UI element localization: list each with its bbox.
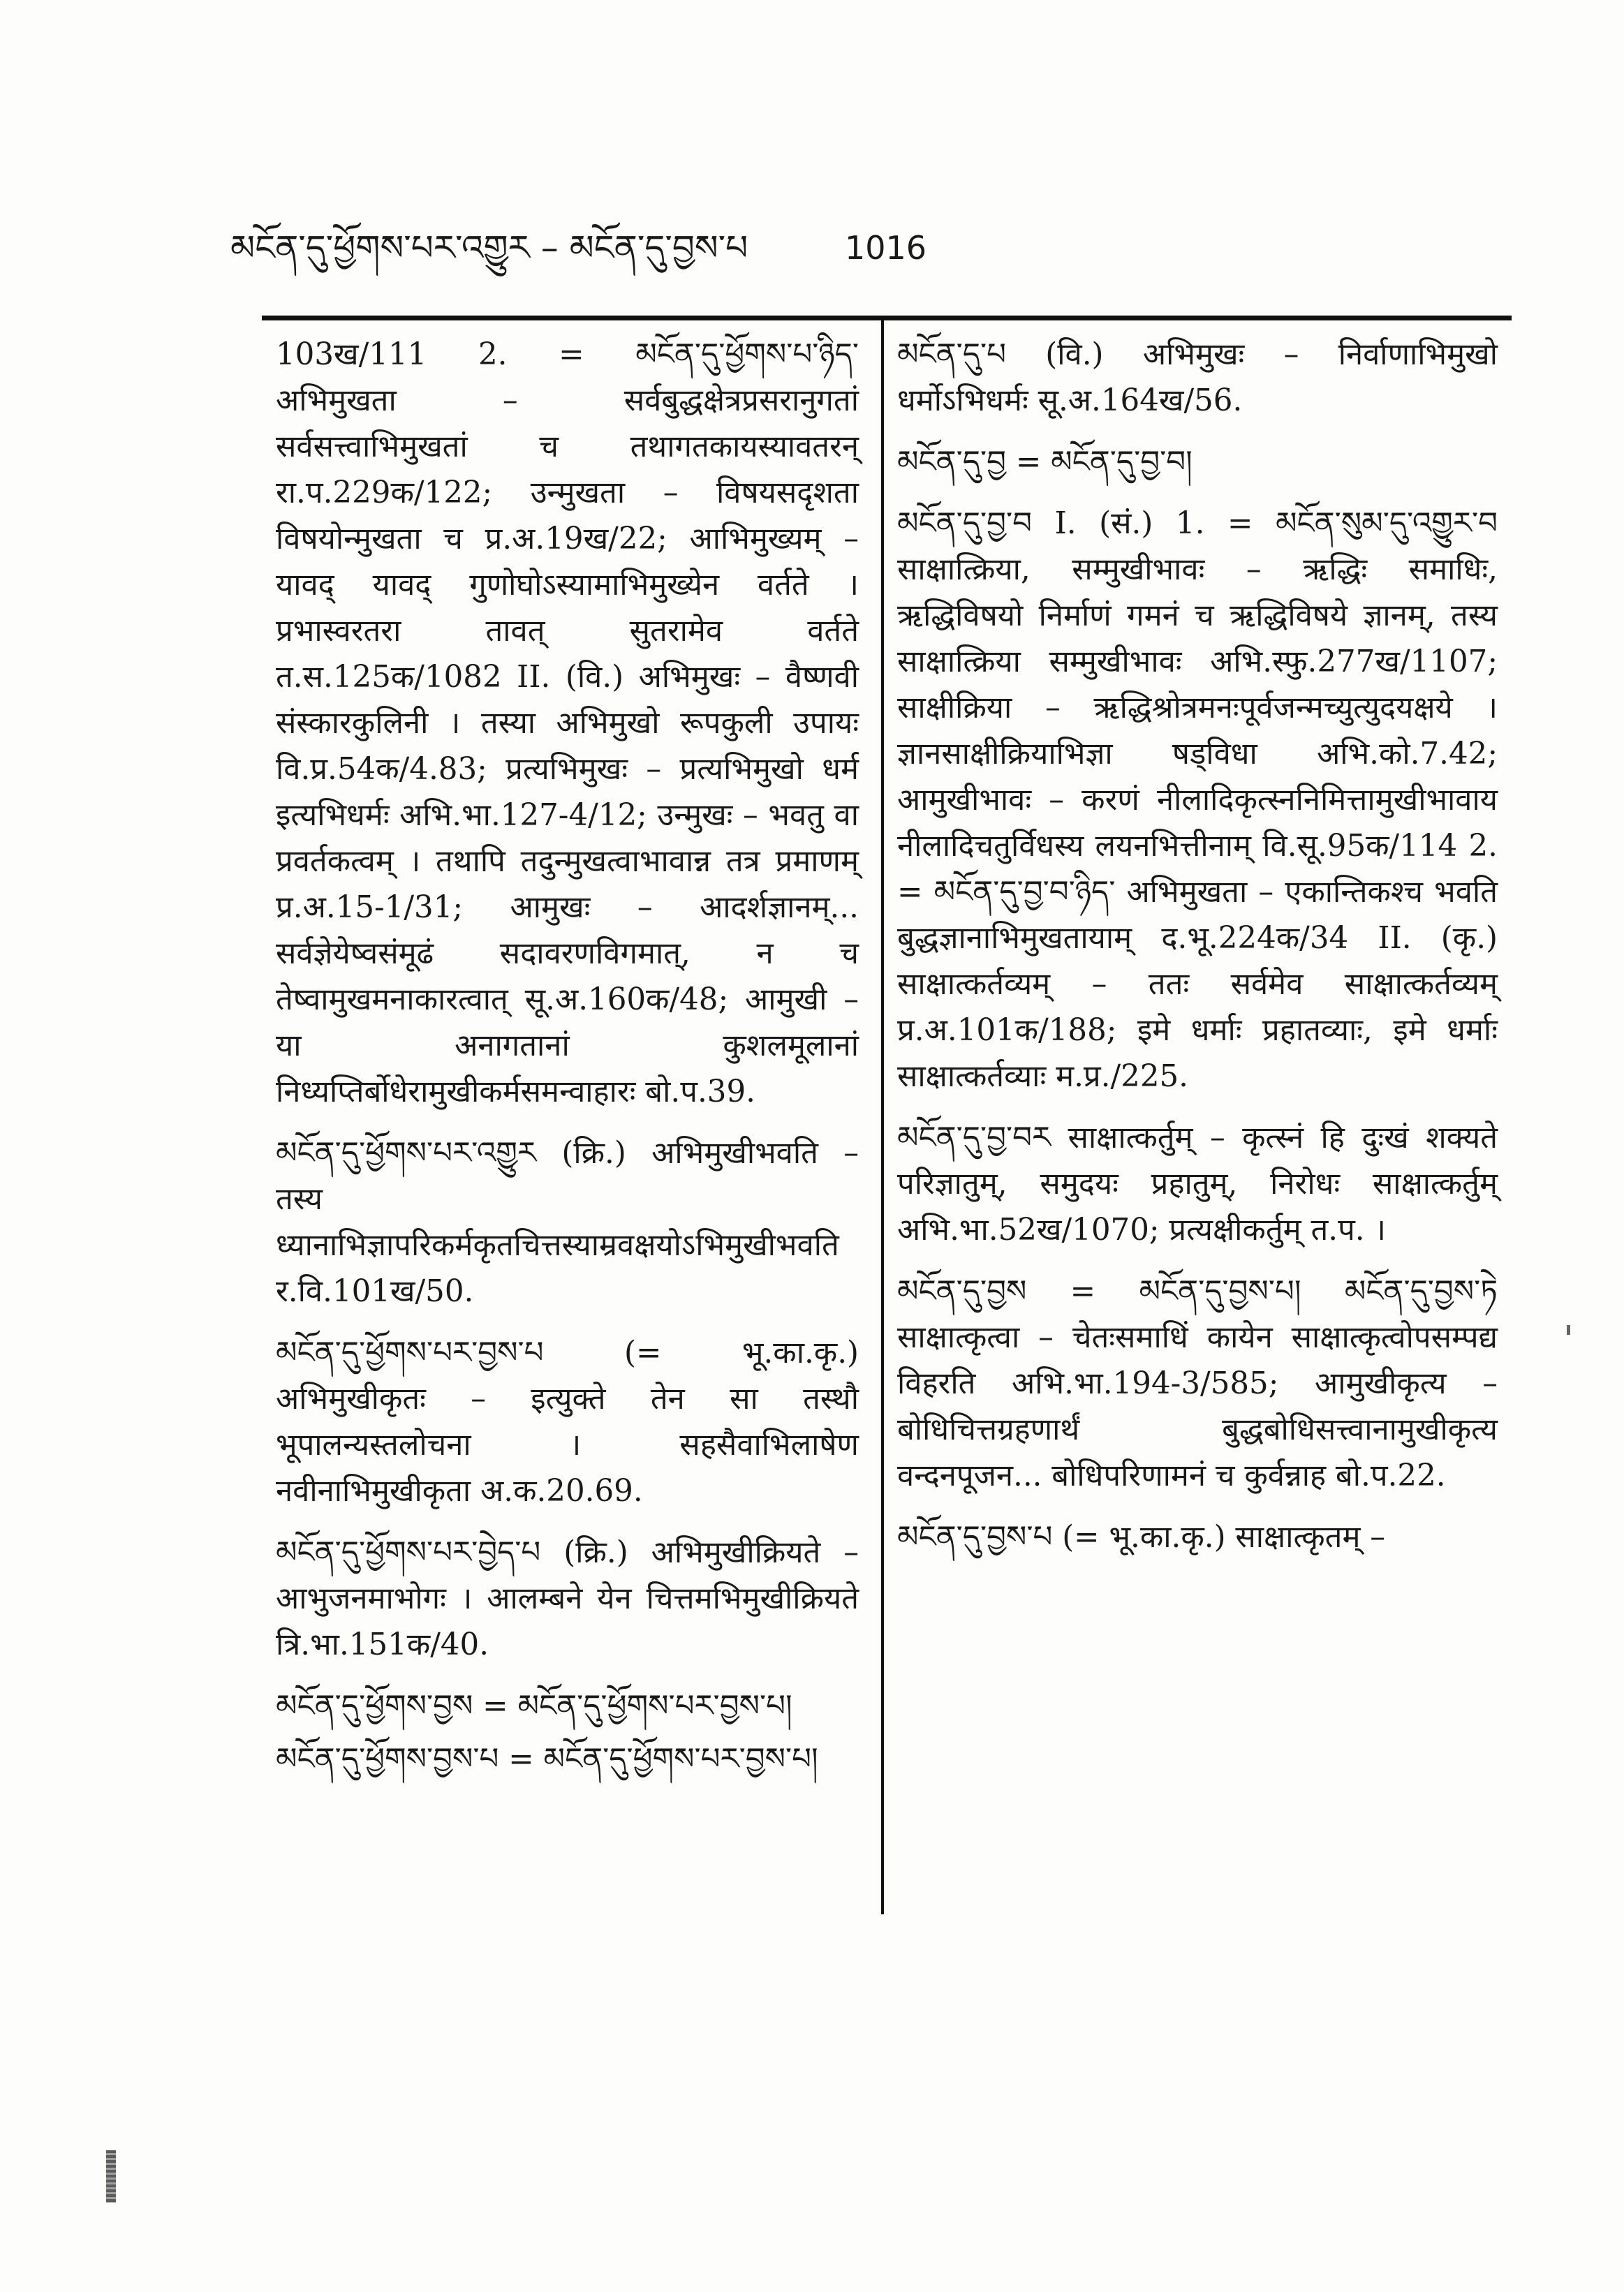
cross-reference-entry: མངོན་དུ་བྱ = མངོན་དུ་བྱ་བ། <box>897 445 1193 480</box>
right-column <box>897 332 1498 1576</box>
cross-reference-entry: མངོན་དུ་ཕྱོགས་བྱས = མངོན་དུ་ཕྱོགས་པར་བྱས་པ། <box>276 1689 792 1724</box>
entry: མངོན་དུ་བྱས་པ (= भू.का.कृ.) साक्षात्कृतम् – <box>897 1520 1386 1555</box>
entry-continuation: 103ख/111 2. = མངོན་དུ་ཕྱོགས་པ་ཉིད་ अभिमुखता – सर्वबुद्धक्षेत्रप्रसरानुगतां सर्वसत्त्वाभिमुखतां च तथागतकायस्यावतरन् रा.प.229क/122; उन्मुखता – विषयसदृशता विषयोन्मुखता च प्र.अ.19ख/22; आभिमुख्यम् – यावद् यावद् गुणोघोऽस्यामाभिमुख्येन वर्तते । प्रभास्वरतरा तावत् सुतरामेव वर्तते त.स.125क/1082 II. (वि.) अभिमुखः – वैष्णवी संस्कारकुलिनी । तस्या अभिमुखो रूपकुली उपायः वि.प्र.54क/4.83; प्रत्यभिमुखः – प्रत्यभिमुखो धर्म इत्यभिधर्मः अभि.भा.127-4/12; उन्मुखः – भवतु वा प्रवर्तकत्वम् । तथापि तदुन्मुखत्वाभावान्न तत्र प्रमाणम् प्र.अ.15-1/31; आमुखः – आदर्शज्ञानम्... सर्वज्ञेयेष्वसंमूढं सदावरणविगमात्, न च तेष्वामुखमनाकारत्वात् सू.अ.160क/48; आमुखी – या अनागतानां कुशलमूलानां निध्यप्तिर्बोधेरामुखीकर्मसमन्वाहारः बो.प.39. <box>276 337 859 1109</box>
cross-reference-entry: མངོན་དུ་ཕྱོགས་བྱས་པ = མངོན་དུ་ཕྱོགས་པར་བྱས་པ། <box>276 1742 818 1777</box>
header-entry-range: མངོན་དུ་ཕྱོགས་པར་འགྱུར – མངོན་དུ་བྱས་པ <box>230 228 748 268</box>
running-header <box>230 209 1501 286</box>
scan-artifact <box>106 2150 116 2203</box>
column-divider <box>881 316 884 1914</box>
header-rule <box>262 316 1512 320</box>
entry: མངོན་དུ་ཕྱོགས་པར་བྱས་པ (= भू.का.कृ.) अभिमुखीकृतः – इत्युक्ते तेन सा तस्थौ भूपालन्यस्तलोचना । सहसैवाभिलाषेण नवीनाभिमुखीकृता अ.क.20.69. <box>276 1336 859 1509</box>
entry: མངོན་དུ་བྱ་བར साक्षात्कर्तुम् – कृत्स्नं हि दुःखं शक्यते परिज्ञातुम्, समुदयः प्रहातुम्, निरोधः साक्षात्कर्तुम् अभि.भा.52ख/1070; प्रत्यक्षीकर्तुम् त.प. । <box>897 1121 1498 1248</box>
left-column <box>276 332 859 1789</box>
page-number: 1016 <box>845 229 927 267</box>
entry: མངོན་དུ་བྱས = མངོན་དུ་བྱས་པ། མངོན་དུ་བྱས་ཏེ साक्षात्कृत्वा – चेतःसमाधिं कायेन साक्षात्कृत्वोपसम्पद्य विहरति अभि.भा.194-3/585; आमुखीकृत्य – बोधिचित्तग्रहणार्थं बुद्धबोधिसत्त्वानामुखीकृत्य वन्दनपूजन... बोधिपरिणामनं च कुर्वन्नाह बो.प.22. <box>897 1274 1498 1493</box>
entry: མངོན་དུ་ཕྱོགས་པར་འགྱུར (क्रि.) अभिमुखीभवति – तस्य ध्यानाभिज्ञापरिकर्मकृतचित्तस्याम्रवक्षयोऽभिमुखीभवति र.वि.101ख/50. <box>276 1136 859 1309</box>
entry: མངོན་དུ་བྱ་བ I. (सं.) 1. = མངོན་སུམ་དུ་འགྱུར་བ साक्षात्क्रिया, सम्मुखीभावः – ऋद्धिः समाधिः, ऋद्धिविषयो निर्माणं गमनं च ऋद्धिविषये ज्ञानम्, तस्य साक्षात्क्रिया सम्मुखीभावः अभि.स्फु.277ख/1107; साक्षीक्रिया – ऋद्धिश्रोत्रमनःपूर्वजन्मच्युत्युदयक्षये । ज्ञानसाक्षीक्रियाभिज्ञा षड्विधा अभि.को.7.42; आमुखीभावः – करणं नीलादिकृत्स्ननिमित्तामुखीभावाय नीलादिचतुर्विधस्य लयनभित्तीनाम् वि.सू.95क/114 2. = མངོན་དུ་བྱ་བ་ཉིད་ अभिमुखता – एकान्तिकश्च भवति बुद्धज्ञानाभिमुखतायाम् द.भू.224क/34 II. (कृ.) साक्षात्कर्तव्यम् – ततः सर्वमेव साक्षात्कर्तव्यम् प्र.अ.101क/188; इमे धर्माः प्रहातव्याः, इमे धर्माः साक्षात्कर्तव्याः म.प्र./225. <box>897 506 1498 1094</box>
entry: མངོན་དུ་ཕྱོགས་པར་བྱེད་པ (क्रि.) अभिमुखीक्रियते – आभुजनमाभोगः । आलम्बने येन चित्तमभिमुखीक्रियते त्रि.भा.151क/40. <box>276 1535 859 1662</box>
entry: མངོན་དུ་པ (वि.) अभिमुखः – निर्वाणाभिमुखो धर्मोऽभिधर्मः सू.अ.164ख/56. <box>897 337 1498 418</box>
scan-artifact <box>1567 1325 1570 1335</box>
